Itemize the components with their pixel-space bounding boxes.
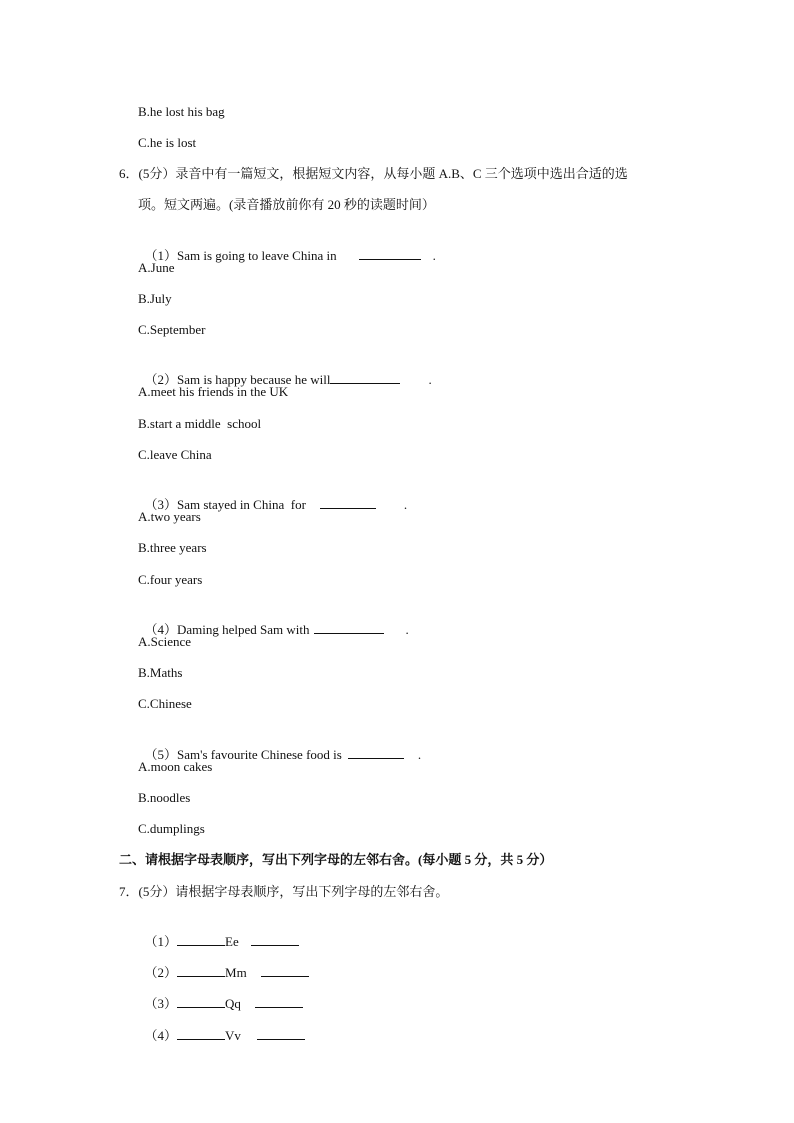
q6-item4-end: . — [405, 622, 409, 637]
q6-item4-option-b: B.Maths — [138, 665, 183, 680]
q6-item4-option-a: A.Science — [138, 634, 192, 649]
q6-item2-option-a: A.meet his friends in the UK — [138, 384, 289, 399]
answer-blank-right[interactable] — [261, 963, 309, 977]
q5-option-c: C.he is lost — [138, 135, 197, 150]
q6-item1-text: （1）Sam is going to leave China in — [144, 248, 337, 263]
q6-item1-option-c: C.September — [138, 322, 206, 337]
answer-blank-left[interactable] — [177, 963, 225, 977]
answer-blank-right[interactable] — [251, 932, 299, 946]
answer-blank[interactable] — [359, 246, 421, 260]
q7-item2-num: （2） — [144, 965, 178, 980]
q6-item3-option-b: B.three years — [138, 540, 207, 555]
q6-item5-option-c: C.dumplings — [138, 821, 205, 836]
q7-item2-letter: Mm — [225, 965, 247, 980]
q7-item4 — [138, 1008, 305, 1045]
q6-item1-prompt — [138, 228, 436, 265]
q6-item3-end: . — [403, 497, 408, 512]
q7-item4-letter: Vv — [225, 1028, 241, 1043]
q6-item3-text: （3）Sam stayed in China for — [144, 497, 306, 512]
q6-stem-line2: 项。短文两遍。(录音播放前你有 20 秒的读题时间） — [138, 197, 435, 212]
q6-stem-line1: 6．(5分）录音中有一篇短文，根据短文内容，从每小题 A.B、C 三个选项中选出合适的选 — [119, 166, 628, 181]
q5-option-b: B.he lost his bag — [138, 104, 225, 119]
q6-item2-option-b: B.start a middle school — [138, 416, 262, 431]
q6-item5-text: （5）Sam's favourite Chinese food is — [144, 747, 342, 762]
q7-item1-letter: Ee — [225, 934, 239, 949]
answer-blank[interactable] — [320, 495, 376, 509]
answer-blank-right[interactable] — [255, 994, 303, 1008]
answer-blank-left[interactable] — [177, 1026, 225, 1040]
answer-blank-left[interactable] — [177, 994, 225, 1008]
q6-item1-option-b: B.July — [138, 291, 172, 306]
q6-item2-text: （2）Sam is happy because he will — [144, 372, 331, 387]
section2-heading: 二、请根据字母表顺序，写出下列字母的左邻右舍。(每小题 5 分，共 5 分） — [119, 852, 553, 867]
q6-item5-end: . — [417, 747, 422, 762]
answer-blank-left[interactable] — [177, 932, 225, 946]
q6-item4-text: （4）Daming helped Sam with — [144, 622, 310, 637]
answer-blank[interactable] — [314, 620, 384, 634]
q7-item3-letter: Qq — [225, 996, 241, 1011]
q6-item5-option-a: A.moon cakes — [138, 759, 213, 774]
answer-blank[interactable] — [330, 370, 400, 384]
q7-stem: 7．(5分）请根据字母表顺序，写出下列字母的左邻右舍。 — [119, 884, 449, 899]
q6-item2-option-c: C.leave China — [138, 447, 212, 462]
q7-item3-num: （3） — [144, 996, 178, 1011]
q6-item2-end: . — [428, 372, 432, 387]
q6-item4-option-c: C.Chinese — [138, 696, 192, 711]
q6-item3-option-c: C.four years — [138, 572, 203, 587]
answer-blank-right[interactable] — [257, 1026, 305, 1040]
q6-item3-option-a: A.two years — [138, 509, 201, 524]
q6-item1-end: . — [432, 248, 436, 263]
q6-item5-option-b: B.noodles — [138, 790, 191, 805]
q7-item1-num: （1） — [144, 934, 178, 949]
answer-blank[interactable] — [348, 745, 404, 759]
q7-item4-num: （4） — [144, 1028, 178, 1043]
q6-item1-option-a: A.June — [138, 260, 175, 275]
